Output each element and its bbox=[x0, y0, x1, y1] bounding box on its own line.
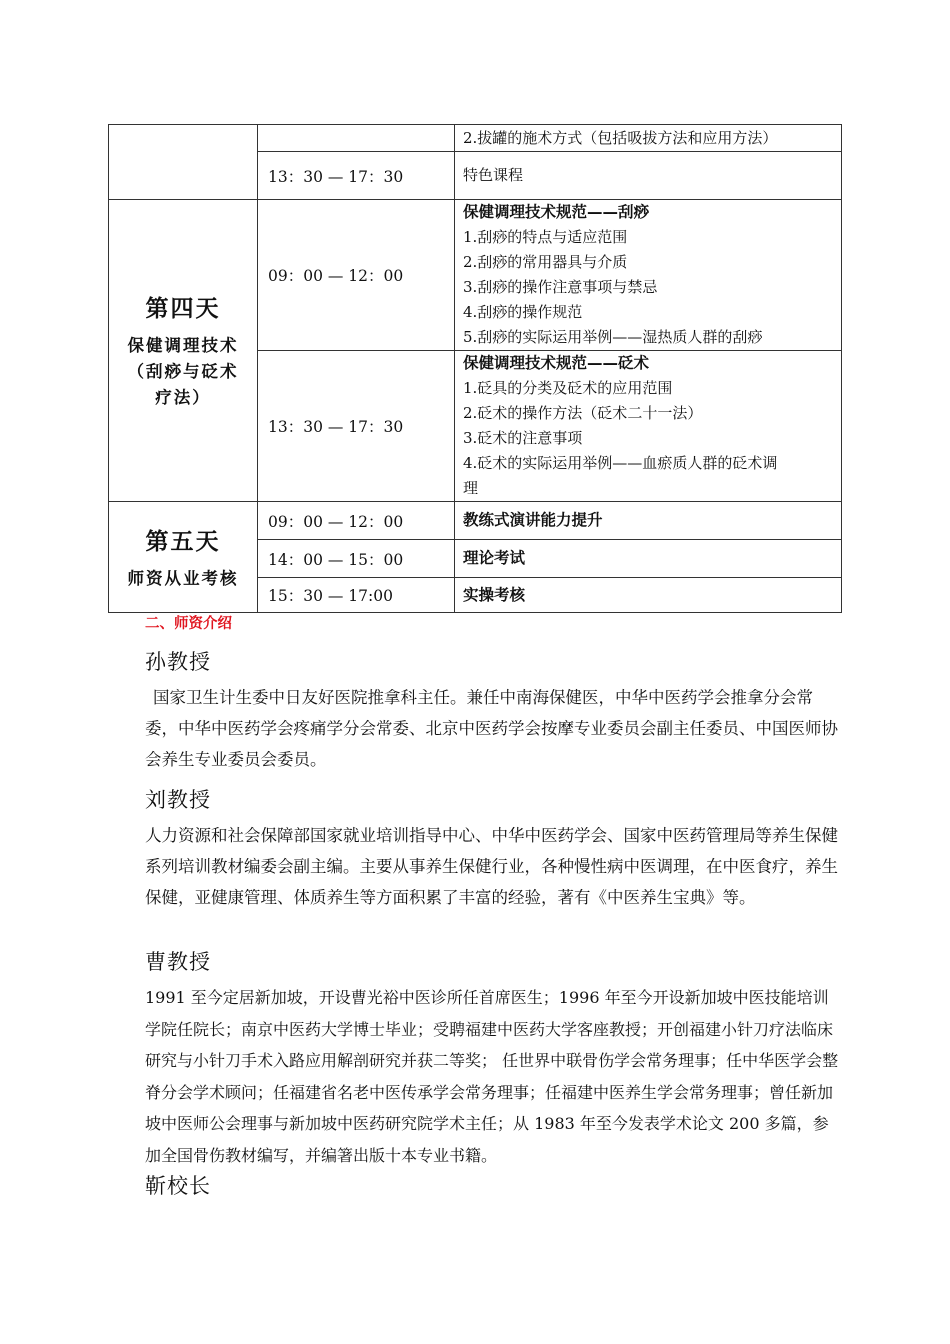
content-item: 1.砭具的分类及砭术的应用范围 bbox=[463, 379, 673, 397]
content-item: 3.砭术的注意事项 bbox=[463, 429, 583, 447]
content-cell: 特色课程 bbox=[455, 152, 842, 200]
time-cell: 09：00 — 12：00 bbox=[258, 200, 455, 351]
content-item: 理 bbox=[463, 479, 479, 497]
section-title: 二、师资介绍 bbox=[145, 616, 232, 632]
content-cell bbox=[455, 125, 842, 152]
content-cell: 理论考试 bbox=[455, 540, 842, 578]
time-cell bbox=[258, 125, 455, 152]
professor-name: 刘教授 bbox=[145, 788, 211, 812]
professor-liu bbox=[145, 784, 842, 913]
content-item: 2.砭术的操作方法（砭术二十一法） bbox=[463, 404, 703, 422]
content-cell bbox=[455, 351, 842, 502]
day5-cell bbox=[109, 502, 258, 613]
professor-name: 靳校长 bbox=[145, 1174, 211, 1198]
content-item: 2.拔罐的施术方式（包括吸拔方法和应用方法） bbox=[463, 128, 778, 147]
day-title: 第五天 bbox=[145, 527, 221, 555]
time-cell: 13：30 — 17：30 bbox=[258, 351, 455, 502]
content-cell: 实操考核 bbox=[455, 578, 842, 613]
day-title: 第四天 bbox=[145, 295, 221, 322]
time-cell: 14：00 — 15：00 bbox=[258, 540, 455, 578]
professor-desc: 国家卫生计生委中日友好医院推拿科主任。兼任中南海保健医，中华中医药学会推拿分会常委，中华中医药学会疼痛学分会常委、北京中医药学会按摩专业委员会副主任委员、中国医师协会养生专业委员会委员。 bbox=[145, 688, 838, 769]
content-heading: 保健调理技术规范——刮痧 bbox=[463, 203, 650, 221]
content-cell bbox=[455, 200, 842, 351]
professor-jin bbox=[145, 1170, 842, 1200]
day4-cell bbox=[109, 200, 258, 502]
content-heading: 保健调理技术规范——砭术 bbox=[463, 354, 650, 372]
professor-desc: 1991 至今定居新加坡，开设曹光裕中医诊所任首席医生；1996 年至今开设新加坡中医技能培训学院任院长；南京中医药大学博士毕业；受聘福建中医药大学客座教授；开创福建小针刀疗法临床研究与小针刀手术入路应用解剖研究并获二等奖； 任世界中联骨伤学会常务理事；任中华医学会整脊分会学术顾问；任福建省名老中医传承学会常务理事；任福建中医养生学会常务理事；曾任新加坡中医师公会理事与新加坡中医药研究院学术主任；从 1983 年至今发表学术论文 200 多篇，参加全国骨伤教材编写，并编箸出版十本专业书籍。 bbox=[145, 988, 839, 1165]
professor-name: 曹教授 bbox=[145, 950, 211, 974]
professor-desc: 人力资源和社会保障部国家就业培训指导中心、中华中医药学会、国家中医药管理局等养生保健系列培训教材编委会副主编。主要从事养生保健行业，各种慢性病中医调理，在中医食疗，养生保健，亚健康管理、体质养生等方面积累了丰富的经验，著有《中医养生宝典》等。 bbox=[145, 826, 838, 907]
professor-cao bbox=[145, 946, 842, 1171]
day-cell-continued bbox=[109, 125, 258, 200]
content-cell: 教练式演讲能力提升 bbox=[455, 502, 842, 540]
content-item: 1.刮痧的特点与适应范围 bbox=[463, 228, 628, 246]
content-item: 3.刮痧的操作注意事项与禁忌 bbox=[463, 278, 658, 296]
content-item: 5.刮痧的实际运用举例——湿热质人群的刮痧 bbox=[463, 328, 763, 346]
day-subtitle: 师资从业考核 bbox=[127, 568, 239, 588]
professor-sun bbox=[145, 646, 842, 775]
schedule-table bbox=[108, 124, 842, 613]
time-cell: 15：30 — 17:00 bbox=[258, 578, 455, 613]
time-cell: 13：30 — 17：30 bbox=[258, 152, 455, 200]
professor-name: 孙教授 bbox=[145, 650, 211, 674]
content-item: 4.砭术的实际运用举例——血瘀质人群的砭术调 bbox=[463, 454, 778, 472]
content-item: 4.刮痧的操作规范 bbox=[463, 303, 583, 321]
time-cell: 09：00 — 12：00 bbox=[258, 502, 455, 540]
day-subtitle: 保健调理技术 （刮痧与砭术 疗法） bbox=[127, 336, 239, 407]
content-item: 2.刮痧的常用器具与介质 bbox=[463, 253, 628, 271]
